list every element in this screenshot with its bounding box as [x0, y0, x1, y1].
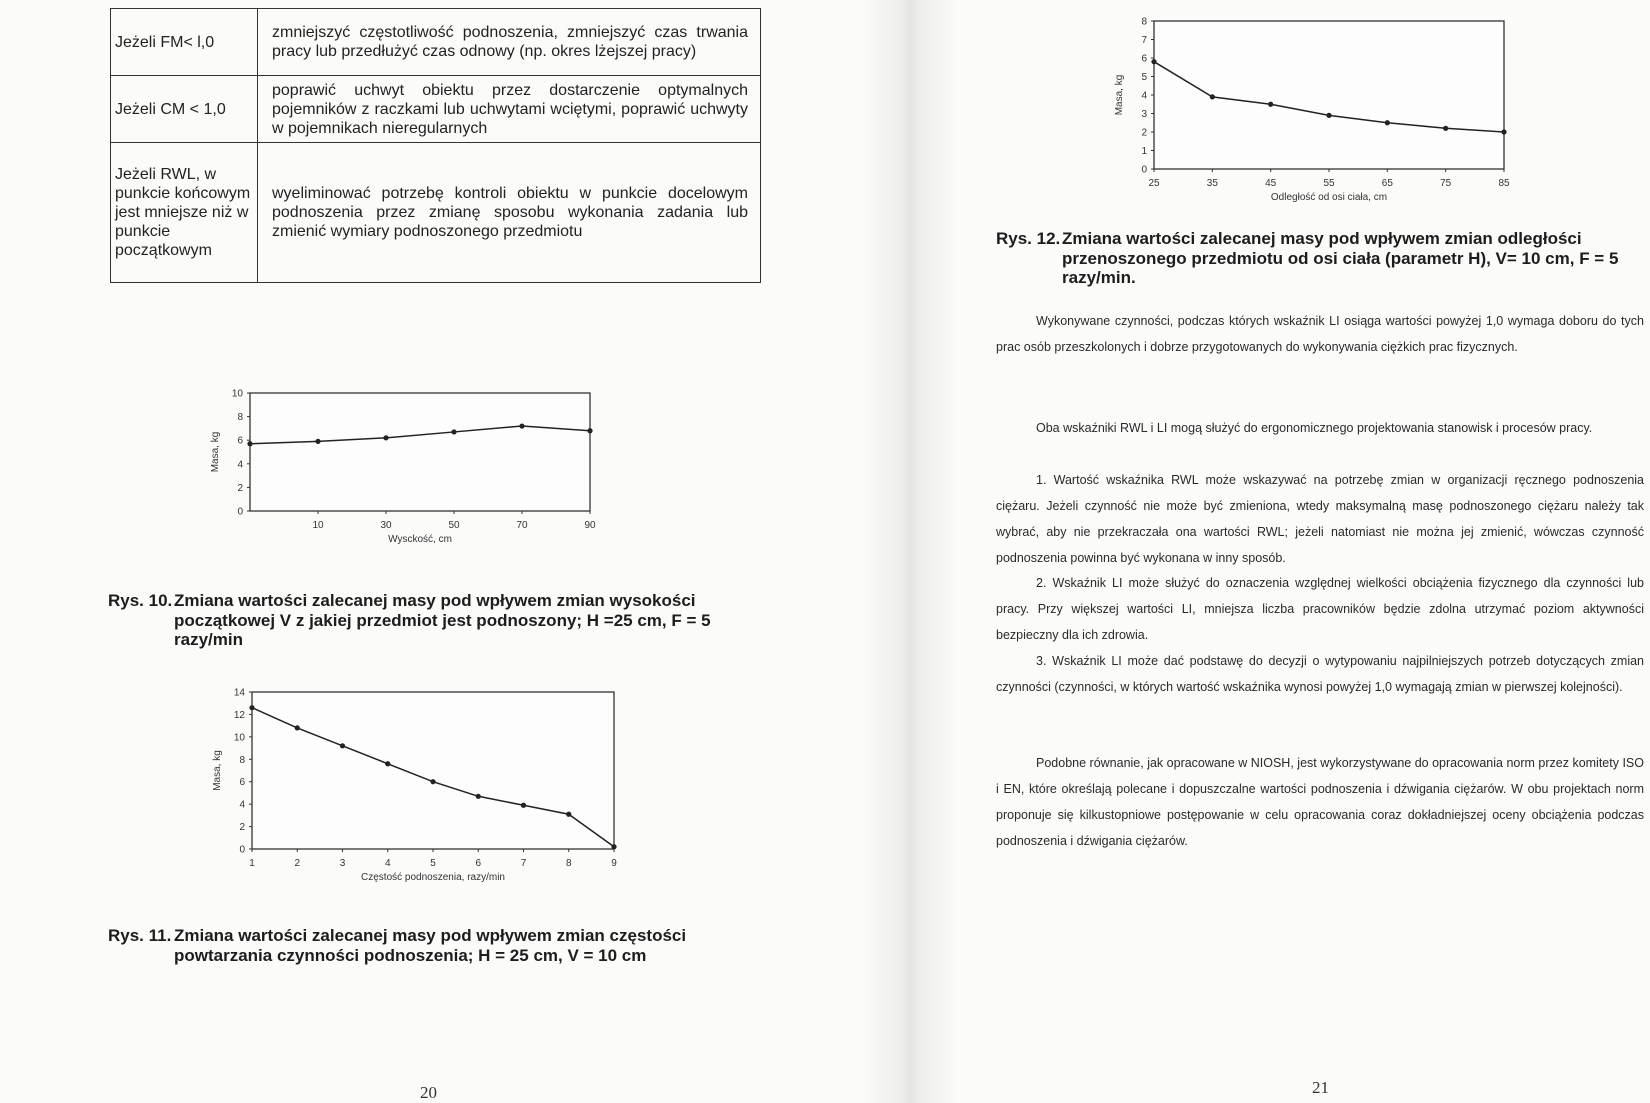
book-gutter: [860, 0, 960, 1103]
data-point: [247, 441, 252, 446]
data-point: [521, 803, 526, 808]
data-point: [385, 761, 390, 766]
paragraph-indices: Oba wskaźniki RWL i LI mogą służyć do ergonomicznego projektowania stanowisk i procesów pracy.: [1036, 421, 1593, 435]
y-tick-label: 4: [237, 459, 243, 471]
table-cell-condition: Jeżeli RWL, w punkcie końcowym jest mniejsze niż w punkcie początkowym: [111, 143, 258, 283]
data-point: [611, 844, 616, 849]
y-tick-label: 10: [231, 388, 243, 400]
y-tick-label: 5: [1141, 72, 1147, 83]
y-tick-label: 0: [237, 506, 243, 518]
x-axis-label: Odległość od osi ciała, cm: [1270, 192, 1388, 203]
paragraph-point-2: 2. Wskaźnik LI może służyć do oznaczenia względnej wielkości obciążenia fizycznego dla czynności lub pracy. Przy większej wartości LI, mniejsza liczba pracowników będzie zdolna utrzymać poziom aktywności bezpieczny dla ich zdrowia.: [996, 576, 1644, 642]
y-axis-label: Masa, kg: [210, 431, 221, 473]
data-point: [451, 429, 456, 434]
y-tick-label: 2: [239, 822, 245, 834]
data-point: [587, 428, 592, 433]
caption-rys12: [996, 229, 1641, 288]
y-tick-label: 14: [233, 687, 245, 699]
caption-rys10: [108, 591, 738, 650]
y-tick-label: 6: [239, 777, 245, 789]
data-point: [430, 779, 435, 784]
x-tick-label: 85: [1498, 178, 1510, 189]
data-point: [315, 439, 320, 444]
y-tick-label: 2: [237, 482, 243, 494]
x-tick-label: 10: [312, 520, 324, 531]
paragraph-point-1: 1. Wartość wskaźnika RWL może wskazywać na potrzebę zmian w organizacji ręcznego podnoszenia ciężaru. Jeżeli czynność nie może być zmieniona, wtedy maksymalną masę podnoszonego ciężaru należy tak wybrać, aby nie przekraczała ona wartości RWL; jeżeli natomiast nie można jej zmienić, wówczas czynność podnoszenia powinna być wykonana w inny sposób.: [996, 473, 1644, 565]
y-tick-label: 1: [1141, 146, 1147, 157]
paragraph-intro: Wykonywane czynności, podczas których wskaźnik LI osiąga wartości powyżej 1,0 wymaga doboru do tych prac osób przeszkolonych i dobrze przygotowanych do wykonywania ciężkich prac fizycznych.: [996, 314, 1644, 354]
y-tick-label: 6: [1141, 53, 1147, 65]
x-tick-label: 35: [1206, 178, 1218, 189]
x-tick-label: 50: [448, 520, 460, 531]
x-tick-label: 30: [380, 520, 392, 531]
table-cell-action: wyeliminować potrzebę kontroli obiektu w punkcie docelowym podnoszenia przez zmianę sposobu wykonania zadania lub zmienić wymiary podnoszonego przedmiotu: [258, 143, 761, 283]
x-tick-label: 5: [430, 858, 436, 869]
data-point: [295, 725, 300, 730]
x-tick-label: 55: [1323, 178, 1335, 189]
x-tick-label: 45: [1265, 178, 1277, 189]
x-tick-label: 4: [384, 858, 391, 869]
x-tick-label: 1: [249, 858, 255, 869]
table-cell-condition: Jeżeli CM < 1,0: [111, 76, 258, 143]
plot-area: [1154, 21, 1504, 169]
y-tick-label: 8: [239, 754, 245, 766]
caption-rys11: [108, 926, 738, 965]
table-row: [111, 9, 761, 76]
caption-label: Rys. 10.: [108, 591, 173, 610]
data-point: [1210, 94, 1215, 99]
data-point: [566, 812, 571, 817]
x-tick-label: 9: [611, 858, 617, 869]
caption-label: Rys. 11.: [108, 926, 172, 945]
chart-rys11-svg: [200, 687, 640, 900]
x-axis-label: Wysckość, cm: [388, 534, 452, 545]
x-tick-label: 75: [1440, 178, 1452, 189]
x-tick-label: 3: [339, 858, 346, 869]
y-tick-label: 7: [1141, 35, 1147, 46]
y-axis-label: Masa, kg: [212, 750, 223, 791]
page-number-left: 20: [420, 1083, 437, 1102]
chart-rys10-svg: [200, 388, 640, 578]
y-tick-label: 8: [237, 412, 243, 424]
table-cell-action: zmniejszyć częstotliwość podnoszenia, zmniejszyć czas trwania pracy lub przedłużyć czas odnowy (np. okres lżejszej pracy): [258, 9, 761, 76]
x-tick-label: 65: [1381, 178, 1393, 189]
y-tick-label: 4: [239, 799, 245, 811]
data-point: [1326, 113, 1331, 118]
chart-rys12-svg: [1100, 10, 1520, 210]
data-point: [1385, 120, 1390, 125]
y-tick-label: 10: [233, 732, 245, 744]
recommendations-table: [110, 8, 761, 283]
x-axis-label: Częstość podnoszenia, razy/min: [361, 872, 505, 883]
chart-rys10: [200, 388, 640, 578]
x-tick-label: 2: [294, 858, 301, 869]
y-tick-label: 8: [1141, 16, 1147, 28]
caption-label: Rys. 12.: [996, 229, 1061, 248]
y-tick-label: 0: [239, 844, 245, 856]
chart-rys11: [200, 687, 640, 900]
y-tick-label: 6: [237, 435, 243, 447]
x-tick-label: 70: [516, 520, 528, 531]
y-tick-label: 12: [233, 709, 245, 721]
table-cell-action: poprawić uchwyt obiektu przez dostarczenie optymalnych pojemników z raczkami lub uchwytami wciętymi, poprawić uchwyty w pojemnikach nieregularnych: [258, 76, 761, 143]
table-row: [111, 143, 761, 283]
plot-area: [250, 393, 590, 511]
y-tick-label: 3: [1141, 109, 1147, 120]
x-tick-label: 90: [584, 520, 596, 531]
caption-text: Zmiana wartości zalecanej masy pod wpływem zmian częstości powtarzania czynności podnoszenia; H = 25 cm, V = 10 cm: [174, 926, 687, 965]
data-point: [249, 705, 254, 710]
y-axis-label: Masa, kg: [1114, 74, 1125, 116]
x-tick-label: 25: [1148, 178, 1160, 189]
y-tick-label: 0: [1141, 164, 1147, 176]
table-cell-condition: Jeżeli FM< l,0: [111, 9, 258, 76]
plot-area: [252, 692, 614, 849]
caption-text: Zmiana wartości zalecanej masy pod wpływem zmian wysokości początkowej V z jakiej przedmiot jest podnoszony; H =25 cm, F = 5 razy/min: [174, 591, 711, 649]
data-point: [519, 423, 524, 428]
table-row: [111, 76, 761, 143]
data-point: [476, 794, 481, 799]
data-point: [1151, 59, 1156, 64]
data-point: [1268, 102, 1273, 107]
paragraph-point-3: 3. Wskaźnik LI może dać podstawę do decyzji o wytypowaniu najpilniejszych potrzeb dotyczących zmian czynności (czynności, w których wartość wskaźnika wynosi powyżej 1,0 wymagają zmian w pierwszej kolejności).: [996, 654, 1644, 694]
x-tick-label: 7: [520, 858, 527, 869]
x-tick-label: 6: [475, 858, 482, 869]
caption-text: Zmiana wartości zalecanej masy pod wpływem zmian odległości przenoszonego przedmiotu od osi ciała (parametr H), V= 10 cm, F = 5 razy/min.: [1062, 229, 1619, 287]
data-point: [1501, 129, 1506, 134]
page-number-right: 21: [1312, 1078, 1329, 1097]
x-tick-label: 8: [565, 858, 572, 869]
data-point: [1443, 126, 1448, 131]
data-point: [340, 743, 345, 748]
data-point: [383, 435, 388, 440]
paragraph-niosh: Podobne równanie, jak opracowane w NIOSH, jest wykorzystywane do opracowania norm przez komitety ISO i EN, które określają polecane i dopuszczalne wartości podnoszenia i dźwigania ciężarów. W obu projektach norm proponuje się kilkustopniowe postępowanie w celu opracowania coraz dokładniejszej oceny obciążenia podczas podnoszenia i dźwigania ciężarów.: [996, 756, 1644, 848]
y-tick-label: 4: [1141, 90, 1147, 102]
y-tick-label: 2: [1141, 127, 1147, 139]
chart-rys12: [1100, 10, 1520, 210]
